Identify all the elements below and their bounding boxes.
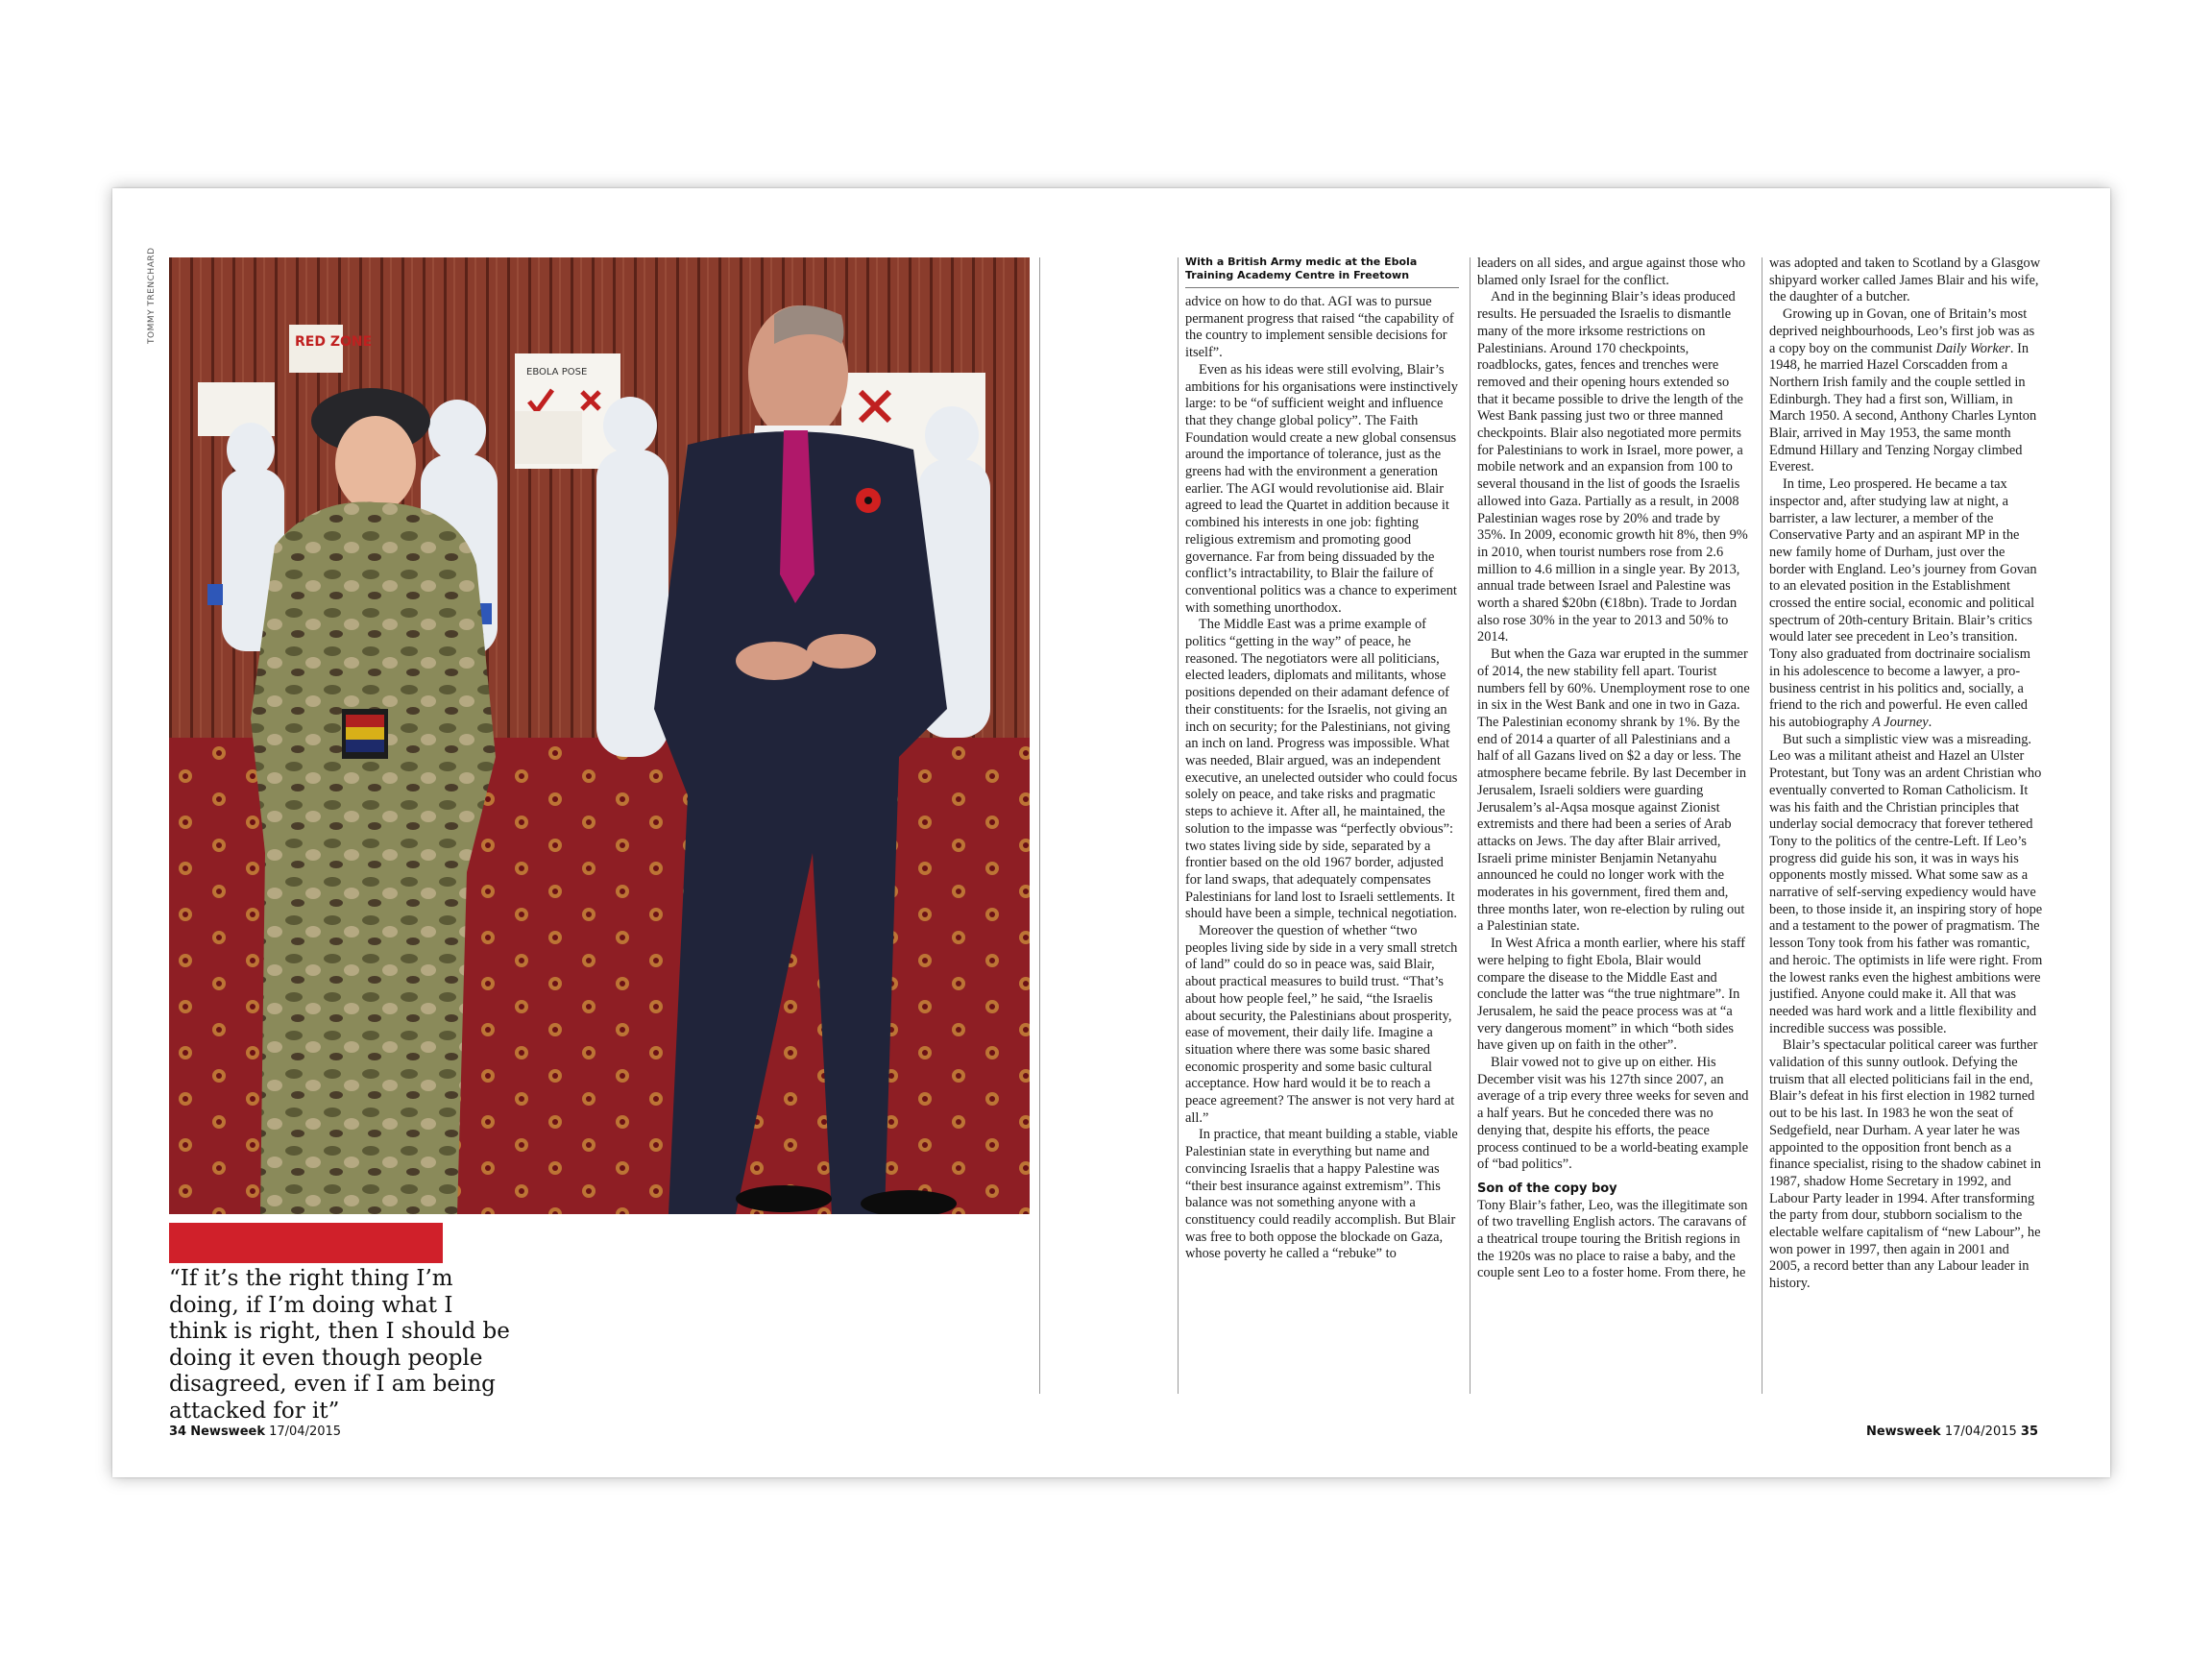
svg-text:RED ZONE: RED ZONE bbox=[295, 334, 373, 350]
column-rule-1 bbox=[1178, 257, 1179, 1394]
main-photo bbox=[169, 257, 1030, 1214]
folio-left bbox=[169, 1425, 341, 1439]
article-column-3 bbox=[1769, 256, 2043, 1394]
paragraph: Blair’s spectacular political career was further validation of this sunny outlook. Defying the truism that all elected politicians fail in the end, Blair’s defeat in his first election in 1982 turned out to be his last. In 1983 he won the seat of Sedgefield, near Durham. A year later he was appointed to the opposition front bench as a finance specialist, rising to the shadow cabinet in 1987, shadow Home Secretary in 1992, and Labour Party leader in 1994. After transforming the party from dour, stubborn socialism to the electable welfare capitalism of “new Labour”, he won power in 1997, then again in 2001 and 2005, a record better than any Labour leader in history. bbox=[1769, 1037, 2041, 1292]
book-title: A Journey bbox=[1872, 714, 1929, 730]
article-column-2 bbox=[1477, 256, 1751, 1394]
brand-name: Newsweek bbox=[1865, 1425, 1941, 1439]
issue-date: 17/04/2015 bbox=[269, 1425, 342, 1439]
publication-title: Daily Worker bbox=[1935, 340, 2010, 356]
paragraph: leaders on all sides, and argue against those who blamed only Israel for the conflict. bbox=[1477, 256, 1746, 288]
svg-text:EBOLA POSE: EBOLA POSE bbox=[526, 367, 588, 377]
folio-right bbox=[1866, 1425, 2038, 1439]
quote-accent-bar bbox=[169, 1223, 443, 1263]
photo-caption: With a British Army medic at the Ebola Training Academy Centre in Freetown bbox=[1185, 256, 1459, 288]
paragraph: Even as his ideas were still evolving, Blair’s ambitions for his organisations were instinctively large: to be “of sufficient weight and influence that they change global policy”. The Faith Foundation would create a new global consensus around the importance of tolerance, just as the greens had with the environment a generation earlier. The AGI would revolutionise aid. Blair agreed to lead the Quartet in addition because it combined his interests in one job: fighting religious extremism and promoting good governance. Far from being dissuaded by the conflict’s intractability, to Blair the failure of conventional politics was a chance to experiment with something unorthodox. bbox=[1185, 361, 1458, 616]
paragraph: And in the beginning Blair’s ideas produced results. He persuaded the Israelis to dismantle many of the more irksome restrictions on Palestinians. Around 170 checkpoints, roadblocks, gates, fences and trenches were removed and their opening hours extended so that it became possible to drive the length of the West Bank passing just two or three manned checkpoints. Blair also negotiated more permits for Palestinians to work in Israel, more power, a mobile network and an expansion from 100 to several thousand in the list of goods the Israelis allowed into Gaza. Partially as a result, in 2008 Palestinian wages rose by 20% and trade by 35%. In 2009, economic growth hit 8%, then 9% in 2010, when tourist numbers rose from 2.6 million to 4.6 million in a single year. By 2013, annual trade between Israel and Palestine was worth a shared $20bn (€18bn). Trade to Jordan also rose 30% in the year to 2013 and 50% to 2014. bbox=[1477, 289, 1748, 645]
paragraph: In West Africa a month earlier, where his staff were helping to fight Ebola, Blair would compare the disease to the Middle East and conclude the latter was “the true nightmare”. In Jerusalem, he said the peace process was at “a very dangerous moment” in which “both sides have given up on faith in the other”. bbox=[1477, 936, 1746, 1054]
paragraph: In time, Leo prospered. He became a tax inspector and, after studying law at night, a barrister, a law lecturer, a member of the Conservative Party and an aspirant MP in the new family home of Durham, just over the border with England. Leo’s journey from Govan to an elevated position in the Establishment crossed the entire social, economic and political spectrum of 20th-century Britain. Blair’s critics would later see precedent in Leo’s transition. Tony also graduated from doctrinaire socialism in his adolescence to become a lawyer, a pro-business centrist in his politics and, socially, a friend to the rich and powerful. He even called his autobiography A Journey. bbox=[1769, 476, 2037, 730]
photo-credit: TOMMY TRENCHARD bbox=[147, 247, 157, 344]
paragraph: advice on how to do that. AGI was to pursue permanent progress that raised “the capability of the country to implement sensible decisions for itself”. bbox=[1185, 294, 1454, 361]
page-number: 35 bbox=[2020, 1425, 2038, 1439]
paragraph: Moreover the question of whether “two peoples living side by side in a very small stretch of land” could do so in peace was, said Blair, about practical measures to build trust. “That’s about how people feel,” he said, “the Israelis about security, the Palestinians about prosperity, ease of movement, their daily life. Imagine a situation where there was some basic shared economic prosperity and some basic cultural acceptance. How hard would it be to reach a peace agreement? The answer is not very hard at all.” bbox=[1185, 923, 1458, 1126]
paragraph: Blair vowed not to give up on either. His December visit was his 127th since 2007, an average of a trip every three weeks for seven and a half years. But he conceded there was no denying that, despite his efforts, the peace process continued to be a world-beating example of “bad politics”. bbox=[1477, 1055, 1749, 1173]
section-subhead: Son of the copy boy bbox=[1477, 1181, 1617, 1196]
paragraph: The Middle East was a prime example of politics “getting in the way” of peace, he reasoned. The negotiators were all politicians, elected leaders, diplomats and militants, whose positions depended on their adamant defence of their constituents: for the Israelis, not giving an inch on security; for the Palestinians, not giving an inch on land. Progress was impossible. What was needed, Blair argued, was an independent executive, an unelected outsider who could focus solely on peace, and take risks and pragmatic steps to achieve it. After all, he maintained, the solution to the impasse was “perfectly obvious”: two states living side by side, separated by a frontier based on the old 1967 border, adjusted for land swaps, that adequately compensates Palestinians for land lost to Israeli settlements. It should have been a simple, technical negotiation. bbox=[1185, 617, 1458, 922]
paragraph: But such a simplistic view was a misreading. Leo was a militant atheist and Hazel an Ulster Protestant, but Tony was an ardent Christian who eventually converted to Roman Catholicism. It was his faith and the Christian principles that underlay social democracy that forever tethered Tony to the politics of the centre-Left. If Leo’s progress did guide his son, it was in ways his opponents mostly missed. What some saw as a narrative of self-serving expediency would have been, to those inside it, an inspiring story of hope and a testament to the power of pragmatism. The lesson Tony took from his father was romantic, and heroic. The optimists in life were right. From the lowest ranks even the highest ambitions were justified. Anyone could make it. All that was needed was hard work and a little flexibility and incredible success was possible. bbox=[1769, 731, 2043, 1036]
brand-name: Newsweek bbox=[190, 1425, 265, 1439]
issue-date: 17/04/2015 bbox=[1944, 1425, 2017, 1439]
ebola-training-photo bbox=[169, 257, 1030, 1214]
paragraph: But when the Gaza war erupted in the summer of 2014, the new stability fell apart. Tourist numbers fell by 60%. Unemployment rose to one in six in the West Bank and one in two in Gaza. The Palestinian economy shrank by 1%. By the end of 2014 a quarter of all Palestinians and a half of all Gazans lived on $2 a day or less. The atmosphere became febrile. By last December in Jerusalem, Israeli soldiers were guarding Jerusalem’s al-Aqsa mosque against Zionist extremists and there had been a series of Arab attacks on Jews. The day after Blair arrived, Israeli prime minister Benjamin Netanyahu announced he could no longer work with the moderates in his government, fired them and, three months later, won re-election by ruling out a Palestinian state. bbox=[1477, 646, 1750, 935]
pull-quote: “If it’s the right thing I’m doing, if I’m doing what I think is right, then I should be doing it even though people disagreed, even if I am being attacked for it” bbox=[169, 1266, 510, 1424]
paragraph: In practice, that meant building a stable, viable Palestinian state in everything but name and convincing Israelis that a happy Palestine was “their best insurance against extremism”. This balance was not something anyone with a constituency could readily accomplish. But Blair was free to both oppose the blockade on Gaza, whose poverty he called a “rebuke” to bbox=[1185, 1127, 1458, 1262]
paragraph: was adopted and taken to Scotland by a Glasgow shipyard worker called James Blair and his wife, the daughter of a butcher. bbox=[1769, 256, 2041, 305]
column-rule-2 bbox=[1470, 257, 1471, 1394]
column-rule-left-page bbox=[1039, 257, 1040, 1394]
page-number: 34 bbox=[169, 1425, 187, 1439]
article-column-1 bbox=[1185, 256, 1459, 1394]
paragraph: Tony Blair’s father, Leo, was the illegitimate son of two travelling English actors. The caravans of a theatrical troupe touring the British regions in the 1920s was no place to raise a baby, and the couple sent Leo to a foster home. From there, he bbox=[1477, 1197, 1748, 1281]
paragraph: Growing up in Govan, one of Britain’s most deprived neighbourhoods, Leo’s first job was as a copy boy on the communist Daily Worker. In 1948, he married Hazel Corscadden from a Northern Irish family and the couple settled in Edinburgh. They had a first son, William, in March 1950. A second, Anthony Charles Lynton Blair, arrived in May 1953, the same month Edmund Hillary and Tenzing Norgay climbed Everest. bbox=[1769, 306, 2037, 475]
